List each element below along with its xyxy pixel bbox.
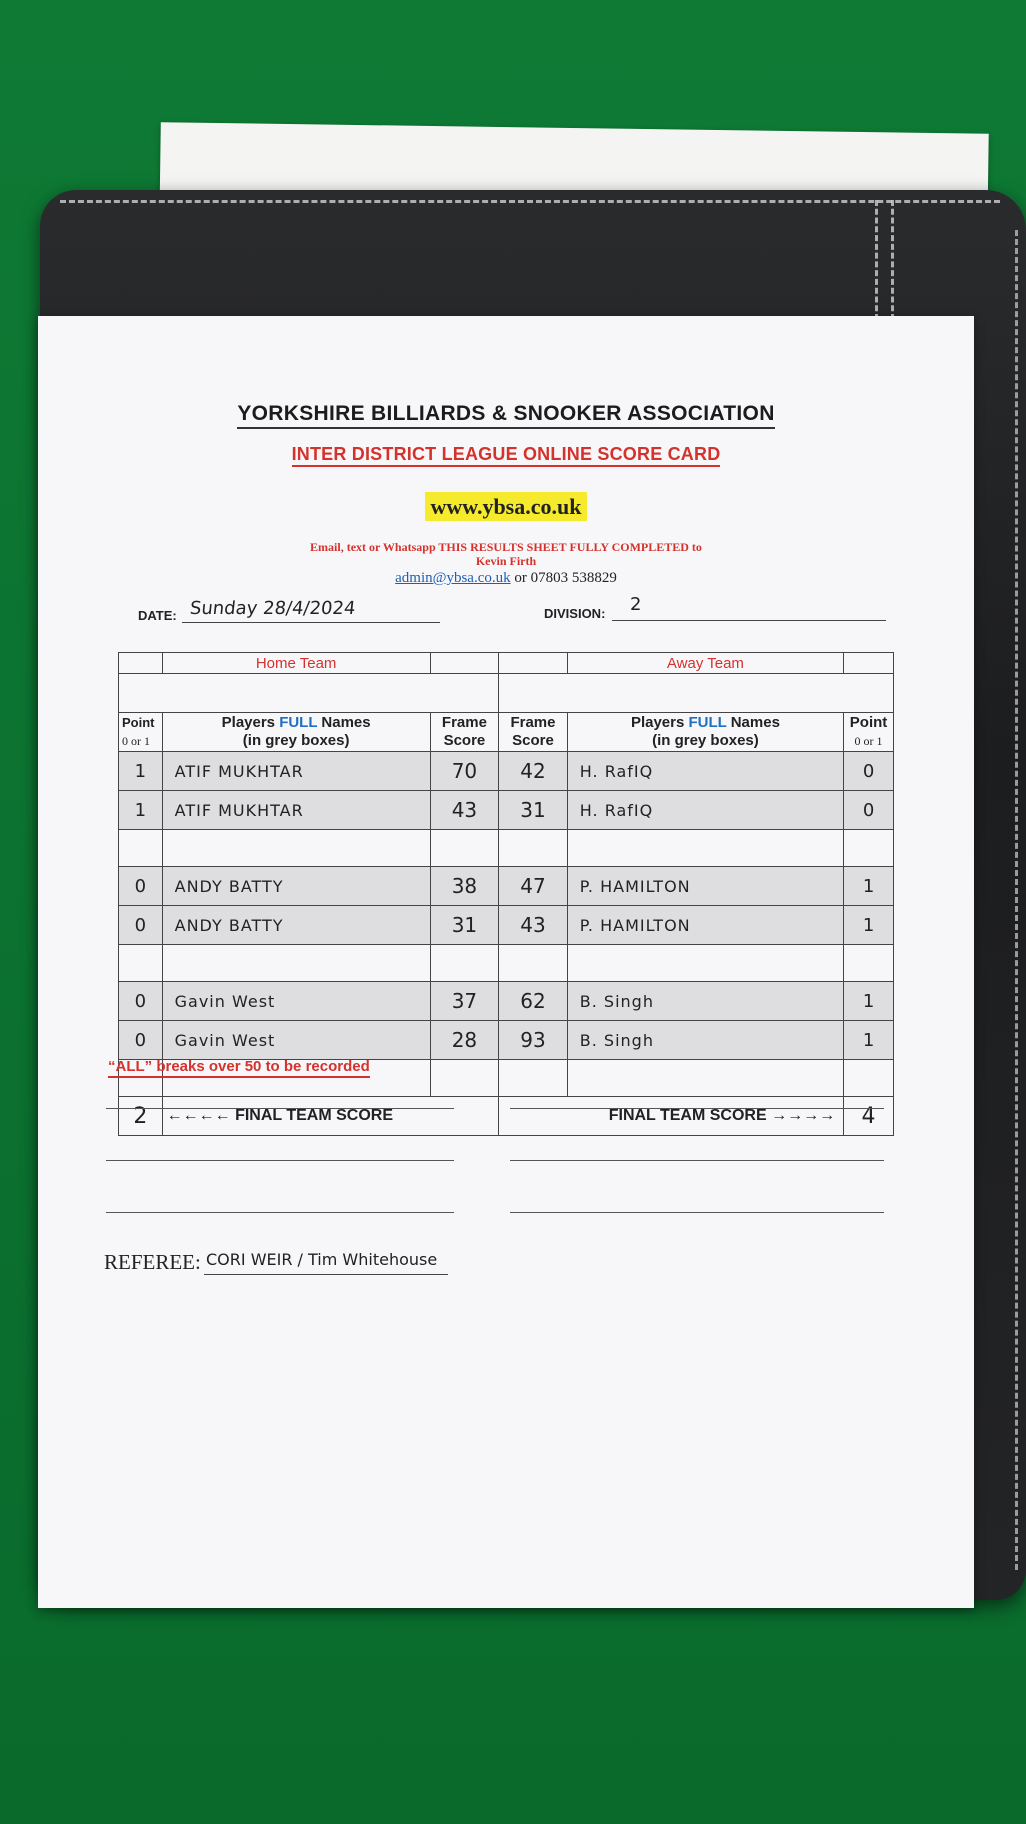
home-final-total[interactable]: 2 <box>119 1097 163 1136</box>
folder-stitching-right <box>1015 230 1018 1570</box>
away-frame-score[interactable]: 43 <box>499 906 568 945</box>
final-score-row <box>119 1097 894 1136</box>
home-point[interactable]: 0 <box>119 1021 163 1060</box>
home-frame-score[interactable]: 70 <box>430 752 499 791</box>
association-title: YORKSHIRE BILLIARDS & SNOOKER ASSOCIATION <box>38 402 974 426</box>
website-url: www.ybsa.co.uk <box>38 494 974 520</box>
break-line[interactable] <box>510 1108 884 1109</box>
breaks-title: “ALL” breaks over 50 to be recorded <box>108 1058 370 1078</box>
date-value: Sunday 28/4/2024 <box>188 598 357 619</box>
separator-row <box>119 945 894 982</box>
away-player[interactable]: H. RafIQ <box>567 752 843 791</box>
contact-line <box>38 570 974 587</box>
away-frame-score[interactable]: 47 <box>499 867 568 906</box>
folder-stitching-vertical <box>875 200 878 320</box>
referee-label: REFEREE: <box>104 1250 201 1274</box>
away-final-total[interactable]: 4 <box>844 1097 894 1136</box>
frame-row <box>119 982 894 1021</box>
home-player[interactable]: Gavin West <box>162 982 430 1021</box>
break-line[interactable] <box>106 1108 454 1109</box>
away-point[interactable]: 1 <box>844 982 894 1021</box>
home-player[interactable]: ATIF MUKHTAR <box>162 791 430 830</box>
away-frame-score-header: Frame Score <box>499 713 568 752</box>
team-name-row <box>119 674 894 713</box>
home-frame-score[interactable]: 31 <box>430 906 499 945</box>
away-player[interactable]: B. Singh <box>567 1021 843 1060</box>
home-players-header: Players FULL Names (in grey boxes) <box>162 713 430 752</box>
break-line[interactable] <box>106 1160 454 1161</box>
team-header-row <box>119 653 894 674</box>
date-underline <box>182 622 440 623</box>
away-player[interactable]: B. Singh <box>567 982 843 1021</box>
home-player[interactable]: ATIF MUKHTAR <box>162 752 430 791</box>
away-player[interactable]: P. HAMILTON <box>567 867 843 906</box>
date-label: DATE: <box>138 608 177 623</box>
away-frame-score[interactable]: 93 <box>499 1021 568 1060</box>
referee-value[interactable]: CORI WEIR / Tim Whitehouse <box>206 1250 438 1269</box>
away-player[interactable]: H. RafIQ <box>567 791 843 830</box>
home-player[interactable]: Gavin West <box>162 1021 430 1060</box>
folder-stitching-vertical <box>891 200 894 320</box>
score-card-sheet <box>38 316 974 1608</box>
away-point-header: Point 0 or 1 <box>844 713 894 752</box>
away-point[interactable]: 1 <box>844 1021 894 1060</box>
home-player[interactable]: ANDY BATTY <box>162 867 430 906</box>
away-point[interactable]: 0 <box>844 752 894 791</box>
frame-row <box>119 752 894 791</box>
away-point[interactable]: 1 <box>844 867 894 906</box>
away-frame-score[interactable]: 31 <box>499 791 568 830</box>
away-player[interactable]: P. HAMILTON <box>567 906 843 945</box>
away-final-label: FINAL TEAM SCORE →→→→ <box>499 1097 844 1136</box>
home-frame-score[interactable]: 43 <box>430 791 499 830</box>
column-header-row <box>119 713 894 752</box>
break-line[interactable] <box>510 1212 884 1213</box>
referee-underline <box>204 1274 448 1275</box>
home-team-label: Home Team <box>162 653 430 674</box>
frame-row <box>119 867 894 906</box>
away-frame-score[interactable]: 62 <box>499 982 568 1021</box>
card-title: INTER DISTRICT LEAGUE ONLINE SCORE CARD <box>38 444 974 465</box>
phone-number: or 07803 538829 <box>510 570 617 586</box>
home-frame-score[interactable]: 37 <box>430 982 499 1021</box>
frame-row <box>119 906 894 945</box>
away-team-name-field[interactable] <box>499 674 894 713</box>
contact-name: Kevin Firth <box>475 554 537 568</box>
home-point[interactable]: 1 <box>119 791 163 830</box>
frame-row <box>119 1021 894 1060</box>
folder-stitching <box>60 200 1000 203</box>
break-line[interactable] <box>510 1160 884 1161</box>
frame-row <box>119 791 894 830</box>
home-frame-score[interactable]: 28 <box>430 1021 499 1060</box>
home-point-header: Point 0 or 1 <box>119 713 163 752</box>
away-point[interactable]: 1 <box>844 906 894 945</box>
away-point[interactable]: 0 <box>844 791 894 830</box>
break-line[interactable] <box>106 1212 454 1213</box>
away-players-header: Players FULL Names (in grey boxes) <box>567 713 843 752</box>
home-frame-score[interactable]: 38 <box>430 867 499 906</box>
away-frame-score[interactable]: 42 <box>499 752 568 791</box>
home-point[interactable]: 0 <box>119 982 163 1021</box>
home-point[interactable]: 0 <box>119 867 163 906</box>
home-team-name-field[interactable] <box>119 674 499 713</box>
home-frame-score-header: Frame Score <box>430 713 499 752</box>
division-value: 2 <box>630 594 642 615</box>
separator-row <box>119 830 894 867</box>
home-final-label: ←←←← FINAL TEAM SCORE <box>162 1097 499 1136</box>
email-link[interactable]: admin@ybsa.co.uk <box>395 570 511 586</box>
home-point[interactable]: 0 <box>119 906 163 945</box>
home-point[interactable]: 1 <box>119 752 163 791</box>
division-label: DIVISION: <box>544 606 606 621</box>
away-team-label: Away Team <box>567 653 843 674</box>
division-underline <box>612 620 886 621</box>
home-player[interactable]: ANDY BATTY <box>162 906 430 945</box>
instruction-text: Email, text or Whatsapp THIS RESULTS SHEET FULLY COMPLETED to <box>310 540 702 554</box>
